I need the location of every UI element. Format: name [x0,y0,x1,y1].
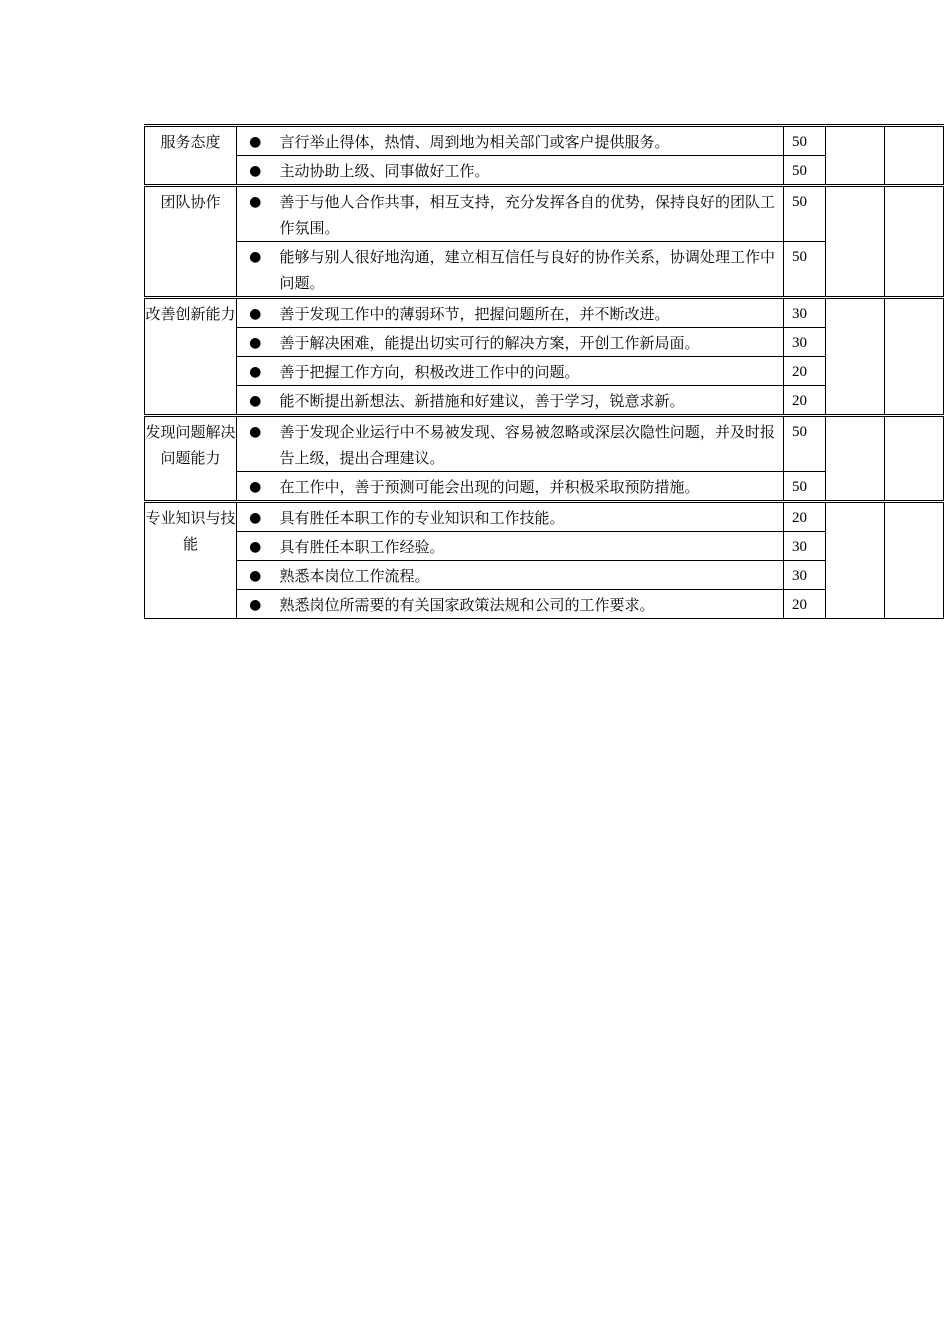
score-cell: 50 [784,156,826,186]
bullet-icon: ● [237,502,274,532]
category-cell: 团队协作 [145,186,237,298]
category-cell: 发现问题解决问题能力 [145,416,237,502]
score-cell: 20 [784,590,826,619]
table-row [145,416,944,472]
final-rating-cell[interactable] [885,416,944,502]
score-cell: 30 [784,328,826,357]
bullet-icon: ● [237,416,274,472]
score-cell: 20 [784,386,826,416]
score-cell: 20 [784,357,826,386]
criterion-text: 熟悉本岗位工作流程。 [274,561,784,590]
table-row [145,590,944,619]
table-row [145,156,944,186]
criterion-text: 善于解决困难，能提出切实可行的解决方案，开创工作新局面。 [274,328,784,357]
final-rating-cell[interactable] [885,186,944,298]
category-cell: 改善创新能力 [145,298,237,416]
criterion-text: 能不断提出新想法、新措施和好建议，善于学习，锐意求新。 [274,386,784,416]
self-rating-cell[interactable] [826,416,885,502]
criterion-text: 能够与别人很好地沟通，建立相互信任与良好的协作关系，协调处理工作中问题。 [274,242,784,298]
self-rating-cell[interactable] [826,186,885,298]
bullet-icon: ● [237,126,274,156]
self-rating-cell[interactable] [826,502,885,619]
evaluation-table-container [144,124,907,619]
table-row [145,357,944,386]
bullet-icon: ● [237,561,274,590]
category-cell: 专业知识与技能 [145,502,237,619]
bullet-icon: ● [237,186,274,242]
criterion-text: 善于与他人合作共事，相互支持，充分发挥各自的优势，保持良好的团队工作氛围。 [274,186,784,242]
score-cell: 50 [784,416,826,472]
evaluation-table [144,124,944,619]
table-row [145,502,944,532]
table-row [145,126,944,156]
criterion-text: 在工作中，善于预测可能会出现的问题，并积极采取预防措施。 [274,472,784,502]
criterion-text: 具有胜任本职工作经验。 [274,532,784,561]
criterion-text: 主动协助上级、同事做好工作。 [274,156,784,186]
bullet-icon: ● [237,386,274,416]
bullet-icon: ● [237,357,274,386]
criterion-text: 具有胜任本职工作的专业知识和工作技能。 [274,502,784,532]
table-row [145,561,944,590]
table-row [145,298,944,328]
bullet-icon: ● [237,532,274,561]
final-rating-cell[interactable] [885,126,944,186]
score-cell: 50 [784,186,826,242]
score-cell: 50 [784,242,826,298]
table-row [145,532,944,561]
final-rating-cell[interactable] [885,502,944,619]
self-rating-cell[interactable] [826,126,885,186]
bullet-icon: ● [237,328,274,357]
bullet-icon: ● [237,156,274,186]
table-row [145,242,944,298]
score-cell: 30 [784,532,826,561]
criterion-text: 言行举止得体，热情、周到地为相关部门或客户提供服务。 [274,126,784,156]
table-row [145,186,944,242]
table-row [145,472,944,502]
score-cell: 50 [784,472,826,502]
score-cell: 50 [784,126,826,156]
criterion-text: 善于发现工作中的薄弱环节，把握问题所在，并不断改进。 [274,298,784,328]
bullet-icon: ● [237,298,274,328]
criterion-text: 善于把握工作方向，积极改进工作中的问题。 [274,357,784,386]
criterion-text: 熟悉岗位所需要的有关国家政策法规和公司的工作要求。 [274,590,784,619]
bullet-icon: ● [237,242,274,298]
bullet-icon: ● [237,590,274,619]
final-rating-cell[interactable] [885,298,944,416]
bullet-icon: ● [237,472,274,502]
criterion-text: 善于发现企业运行中不易被发现、容易被忽略或深层次隐性问题，并及时报告上级，提出合理建议。 [274,416,784,472]
table-row [145,328,944,357]
table-row [145,386,944,416]
category-cell: 服务态度 [145,126,237,186]
score-cell: 20 [784,502,826,532]
score-cell: 30 [784,561,826,590]
self-rating-cell[interactable] [826,298,885,416]
score-cell: 30 [784,298,826,328]
